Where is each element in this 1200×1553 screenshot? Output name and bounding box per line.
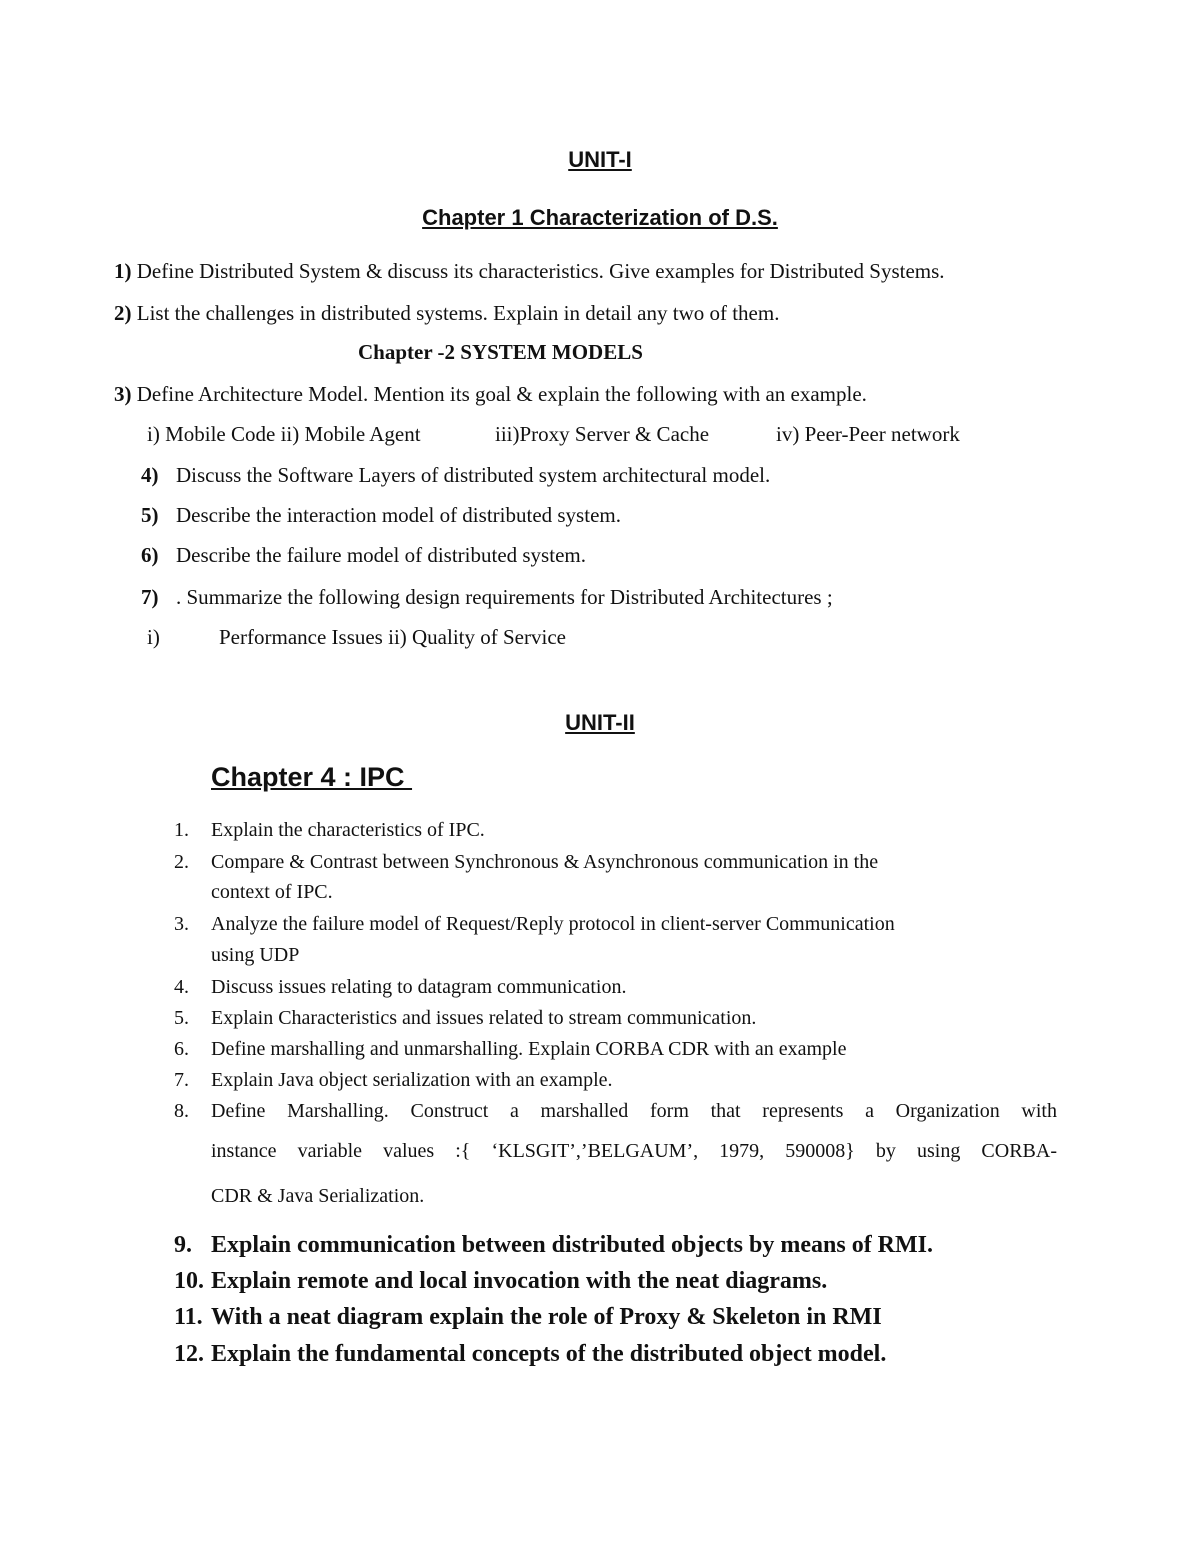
list-text: Explain Characteristics and issues related to stream communication. [211, 1007, 757, 1029]
list-number: 5. [174, 1007, 189, 1029]
list-text: Compare & Contrast between Synchronous & Asynchronous communication in the [211, 851, 879, 873]
list-text-continued: instance variable values :{ ‘KLSGIT’,’BELGAUM’, 1979, 590008} by using CORBA- [211, 1140, 1057, 1162]
question-text: Define Architecture Model. Mention its goal & explain the following with an example. [131, 382, 867, 406]
unit-2-heading: UNIT-II [565, 710, 635, 735]
subitem-text: Performance Issues ii) Quality of Service [219, 625, 566, 649]
q3-item-2: iii)Proxy Server & Cache [495, 422, 710, 446]
q3-item-3: iv) Peer-Peer network [776, 422, 960, 446]
question-number: 1) [114, 259, 132, 283]
list-number: 6. [174, 1038, 189, 1060]
list-text-continued: context of IPC. [211, 881, 333, 903]
question-number: 3) [114, 382, 132, 406]
list-number: 9. [174, 1232, 192, 1258]
chapter-4-heading: Chapter 4 : IPC [211, 762, 413, 792]
list-number: 11. [174, 1304, 203, 1330]
unit-1-heading: UNIT-I [568, 147, 632, 172]
question-number: 7) [141, 585, 159, 609]
question-text: . Summarize the following design requirements for Distributed Architectures ; [176, 585, 833, 609]
list-text: Explain communication between distributed objects by means of RMI. [211, 1232, 934, 1258]
question-text: Discuss the Software Layers of distributed system architectural model. [176, 463, 771, 487]
list-text: Define marshalling and unmarshalling. Explain CORBA CDR with an example [211, 1038, 847, 1060]
subitem-number: i) [147, 625, 160, 649]
question-4 [141, 463, 770, 488]
list-text: With a neat diagram explain the role of Proxy & Skeleton in RMI [211, 1304, 882, 1330]
list-number: 1. [174, 819, 189, 841]
list-number: 3. [174, 913, 189, 935]
question-3 [114, 382, 867, 407]
list-text-continued: CDR & Java Serialization. [211, 1185, 425, 1207]
list-number: 2. [174, 851, 189, 873]
list-number: 4. [174, 976, 189, 998]
question-number: 4) [141, 463, 159, 487]
question-text: List the challenges in distributed systems. Explain in detail any two of them. [131, 301, 780, 325]
question-text: Describe the interaction model of distributed system. [176, 503, 621, 527]
question-1 [114, 259, 945, 284]
question-7 [141, 585, 833, 610]
q7-subitem [147, 625, 566, 650]
question-number: 6) [141, 543, 159, 567]
chapter-2-heading: Chapter -2 SYSTEM MODELS [358, 340, 643, 364]
question-number: 2) [114, 301, 132, 325]
q3-item-1: i) Mobile Code ii) Mobile Agent [147, 422, 421, 446]
list-number: 7. [174, 1069, 189, 1091]
question-number: 5) [141, 503, 159, 527]
question-text: Describe the failure model of distributed system. [176, 543, 586, 567]
list-text: Discuss issues relating to datagram communication. [211, 976, 627, 998]
question-6 [141, 543, 586, 568]
list-number: 12. [174, 1341, 204, 1367]
list-text: Explain the fundamental concepts of the distributed object model. [211, 1341, 887, 1367]
list-text: Explain the characteristics of IPC. [211, 819, 485, 841]
question-5 [141, 503, 621, 528]
list-text: Analyze the failure model of Request/Reply protocol in client-server Communication [211, 913, 895, 935]
list-text-continued: using UDP [211, 944, 300, 966]
list-number: 10. [174, 1268, 204, 1294]
list-text: Explain Java object serialization with an example. [211, 1069, 613, 1091]
question-2 [114, 301, 779, 326]
question-text: Define Distributed System & discuss its characteristics. Give examples for Distributed Systems. [131, 259, 945, 283]
list-text: Explain remote and local invocation with the neat diagrams. [211, 1268, 828, 1294]
list-number: 8. [174, 1100, 189, 1122]
chapter-1-heading: Chapter 1 Characterization of D.S. [422, 205, 778, 230]
list-text: Define Marshalling. Construct a marshalled form that represents a Organization with [211, 1100, 1057, 1122]
